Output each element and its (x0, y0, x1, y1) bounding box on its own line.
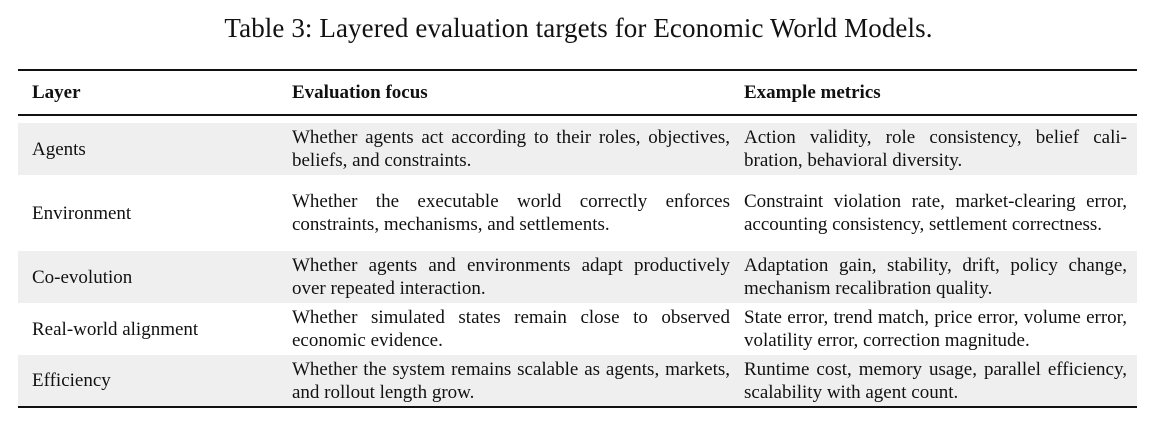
table-row (18, 303, 1137, 355)
cell-example-metrics: Adaptation gain, stability, drift, policy change, mechanism recalibration quality. (730, 251, 1137, 303)
header-layer: Layer (18, 70, 278, 115)
table-row (18, 123, 1137, 175)
header-evaluation-focus: Evaluation focus (278, 70, 730, 115)
cell-layer: Agents (18, 123, 278, 175)
table-row (18, 355, 1137, 407)
header-example-metrics: Example metrics (730, 70, 1137, 115)
cell-evaluation-focus: Whether agents and environments adapt productively over repeated interaction. (278, 251, 730, 303)
cell-example-metrics: Constraint violation rate, market-clearing error, accounting consistency, settlement correctness. (744, 191, 1127, 235)
cell-layer: Efficiency (18, 355, 278, 407)
cell-evaluation-focus: Whether agents act according to their roles, objectives, beliefs, and constraints. (278, 123, 730, 175)
table-row (18, 251, 1137, 303)
cell-layer: Co-evolution (18, 251, 278, 303)
cell-example-metrics: Runtime cost, memory usage, parallel efficiency, scalability with agent count. (730, 355, 1137, 407)
cell-evaluation-focus: Whether simulated states remain close to observed economic evidence. (292, 307, 730, 351)
cell-example-metrics: Action validity, role consistency, belief calibration, behavioral diversity. (730, 123, 1137, 175)
table-header-row (18, 70, 1137, 115)
evaluation-targets-table (18, 69, 1137, 408)
table-caption: Table 3: Layered evaluation targets for Economic World Models. (224, 13, 933, 43)
cell-layer: Environment (32, 202, 132, 224)
cell-layer: Real-world alignment (32, 318, 199, 340)
cell-evaluation-focus: Whether the system remains scalable as agents, markets, and rollout length grow. (278, 355, 730, 407)
cell-evaluation-focus: Whether the executable world correctly enforces constraints, mechanisms, and settlements. (292, 191, 730, 235)
table-row (18, 175, 1137, 251)
cell-example-metrics: State error, trend match, price error, volume error, volatility error, correction magnitude. (744, 307, 1127, 351)
